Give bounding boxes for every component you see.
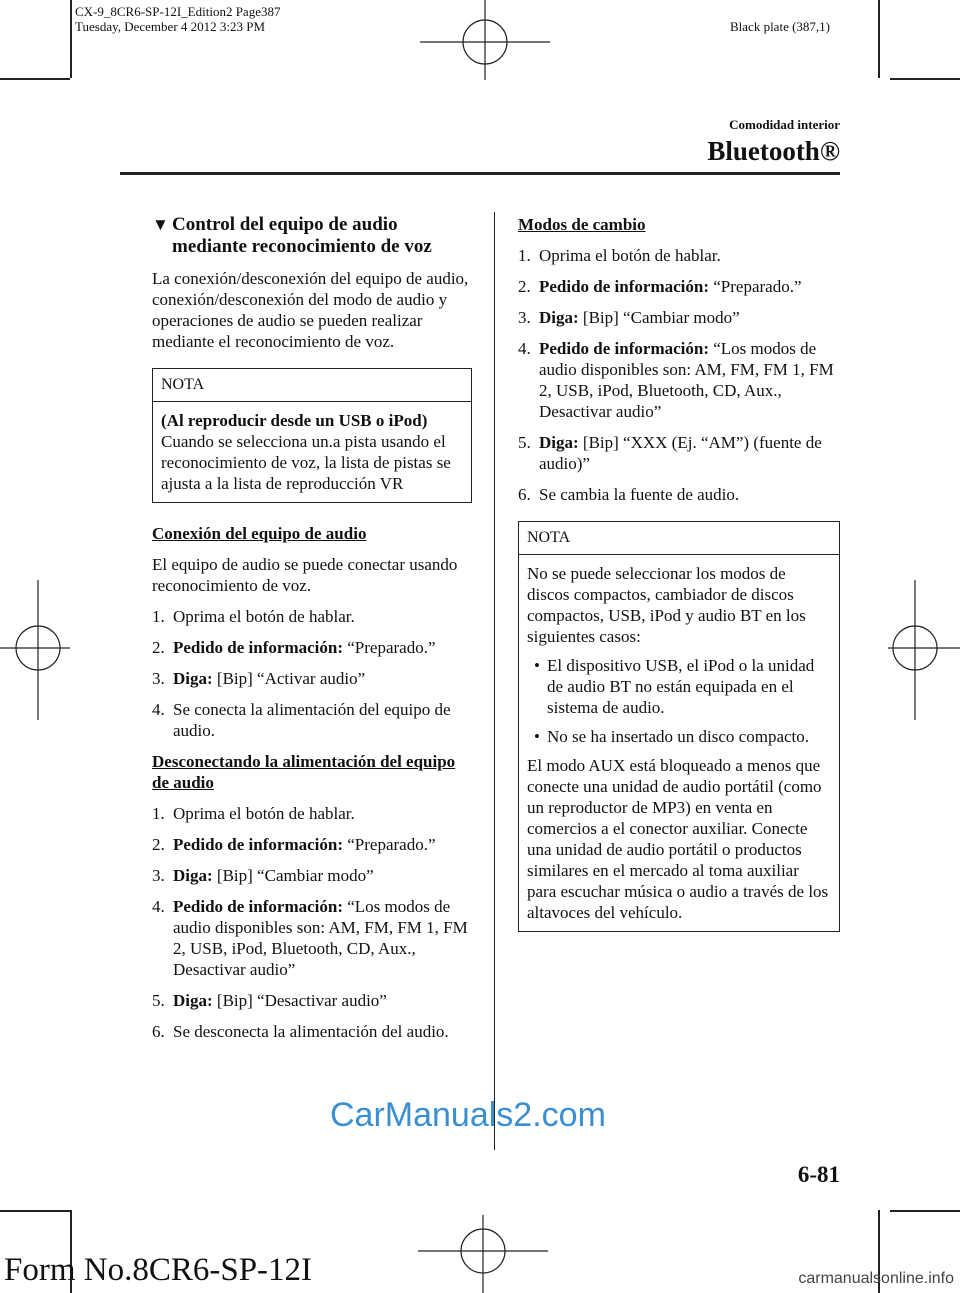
- intro-paragraph: La conexión/desconexión del equipo de audio, conexión/desconexión del modo de audio y operaciones de audio se pueden realizar mediante el reconocimiento de voz.: [152, 269, 469, 351]
- list-item: [518, 245, 840, 266]
- step-text: [Bip] “Cambiar modo”: [212, 866, 374, 885]
- step-text: “Preparado.”: [343, 638, 436, 657]
- step-list: [152, 606, 472, 741]
- step-text: Oprima el botón de hablar.: [173, 607, 355, 626]
- crop-mark: [890, 78, 960, 80]
- list-item: [152, 834, 472, 855]
- step-text: Se conecta la alimentación del equipo de audio.: [173, 700, 451, 740]
- watermark-logo: CarManuals2.com: [330, 1096, 606, 1134]
- list-item: [152, 668, 472, 689]
- step-text: Oprima el botón de hablar.: [539, 246, 721, 265]
- subsection-title: Modos de cambio: [518, 215, 646, 234]
- print-meta-line1: CX-9_8CR6-SP-12I_Edition2 Page387: [75, 4, 281, 19]
- registration-mark-left: [0, 580, 70, 720]
- step-number: 4.: [152, 700, 165, 719]
- crop-mark: [0, 1210, 70, 1212]
- step-label: Pedido de información:: [539, 339, 709, 358]
- step-list: [152, 803, 472, 1042]
- bullet-icon: •: [534, 656, 540, 675]
- step-list: [518, 245, 840, 505]
- step-text: “Preparado.”: [343, 835, 436, 854]
- list-item: [518, 484, 840, 505]
- list-item: [152, 1021, 472, 1042]
- step-text: Se desconecta la alimentación del audio.: [173, 1022, 449, 1041]
- step-number: 3.: [518, 308, 531, 327]
- step-label: Pedido de información:: [173, 638, 343, 657]
- step-number: 2.: [152, 835, 165, 854]
- list-item: [152, 990, 472, 1011]
- step-number: 6.: [152, 1022, 165, 1041]
- section-heading: [152, 214, 472, 258]
- header-rule: [120, 172, 840, 175]
- note-intro: No se puede seleccionar los modos de discos compactos, cambiador de discos compactos, USB, iPod y audio BT en los siguientes casos:: [527, 564, 806, 646]
- step-text: [Bip] “XXX (Ej. “AM”) (fuente de audio)”: [539, 433, 822, 473]
- right-column: [518, 214, 840, 942]
- step-text: “Preparado.”: [709, 277, 802, 296]
- list-item: [152, 637, 472, 658]
- note-title: NOTA: [153, 369, 471, 402]
- step-number: 5.: [518, 433, 531, 452]
- list-item: [527, 726, 831, 747]
- left-column: [152, 214, 472, 1052]
- step-number: 3.: [152, 669, 165, 688]
- step-number: 5.: [152, 991, 165, 1010]
- list-item: [152, 865, 472, 886]
- subsection-title: Desconectando la alimentación del equipo de audio: [152, 752, 456, 792]
- section-title: Comodidad interior: [729, 117, 840, 132]
- list-item: [518, 338, 840, 422]
- bullet-icon: •: [534, 727, 540, 746]
- site-watermark: carmanualsonline.info: [798, 1270, 954, 1287]
- list-item: [152, 606, 472, 627]
- page-number: 6-81: [797, 1162, 840, 1187]
- registration-mark-right: [888, 580, 960, 720]
- note-body: [153, 402, 471, 502]
- step-number: 2.: [518, 277, 531, 296]
- list-item: [518, 432, 840, 474]
- note-title: NOTA: [519, 522, 839, 555]
- section-heading-text: Control del equipo de audio mediante reconocimiento de voz: [172, 214, 432, 257]
- step-text: “Los modos de audio disponibles son: AM, FM, FM 1, FM 2, USB, iPod, Bluetooth, CD, Aux., Desactivar audio”: [173, 897, 468, 979]
- triangle-marker-icon: ▼: [152, 215, 169, 234]
- step-text: “Los modos de audio disponibles son: AM, FM, FM 1, FM 2, USB, iPod, Bluetooth, CD, Aux., Desactivar audio”: [539, 339, 834, 421]
- print-meta: [75, 4, 280, 34]
- note-aux-text: El modo AUX está bloqueado a menos que conecte una unidad de audio portátil (como un reproductor de MP3) en venta en comercios a el conector auxiliar. Conecte una unidad de audio portátil o productos similares en el mercado al toma auxiliar para escuchar música o audio a través de los altavoces del vehículo.: [527, 756, 829, 922]
- crop-mark: [70, 0, 72, 78]
- step-text: Oprima el botón de hablar.: [173, 804, 355, 823]
- step-number: 1.: [152, 607, 165, 626]
- crop-mark: [890, 1210, 960, 1212]
- step-text: [Bip] “Cambiar modo”: [578, 308, 740, 327]
- crop-mark: [878, 0, 880, 78]
- step-label: Diga:: [173, 669, 213, 688]
- chapter-title: Bluetooth®: [707, 136, 840, 166]
- step-number: 4.: [152, 897, 165, 916]
- step-label: Diga:: [539, 308, 579, 327]
- note-body: [519, 555, 839, 931]
- step-label: Diga:: [173, 991, 213, 1010]
- subsection-title: Conexión del equipo de audio: [152, 524, 367, 543]
- print-meta-line2: Tuesday, December 4 2012 3:23 PM: [75, 19, 266, 34]
- note-text: Cuando se selecciona un.a pista usando el reconocimiento de voz, la lista de pistas se ajusta a la lista de reproducción VR: [161, 432, 451, 493]
- list-item: [518, 307, 840, 328]
- registration-mark-bottom: [418, 1215, 548, 1293]
- step-number: 2.: [152, 638, 165, 657]
- list-item: [152, 896, 472, 980]
- subsection-intro: El equipo de audio se puede conectar usando reconocimiento de voz.: [152, 555, 458, 595]
- step-label: Diga:: [173, 866, 213, 885]
- note-box: [152, 368, 472, 503]
- step-text: [Bip] “Activar audio”: [212, 669, 366, 688]
- step-number: 3.: [152, 866, 165, 885]
- plate-label: Black plate (387,1): [730, 19, 830, 34]
- bullet-text: El dispositivo USB, el iPod o la unidad de audio BT no están equipada en el sistema de audio.: [547, 656, 815, 717]
- list-item: [152, 803, 472, 824]
- step-number: 1.: [518, 246, 531, 265]
- note-subtitle: (Al reproducir desde un USB o iPod): [161, 411, 428, 430]
- step-text: Se cambia la fuente de audio.: [539, 485, 740, 504]
- note-box: [518, 521, 840, 932]
- list-item: [527, 655, 831, 718]
- step-label: Pedido de información:: [173, 835, 343, 854]
- step-number: 4.: [518, 339, 531, 358]
- step-number: 6.: [518, 485, 531, 504]
- list-item: [518, 276, 840, 297]
- step-label: Diga:: [539, 433, 579, 452]
- bullet-text: No se ha insertado un disco compacto.: [547, 727, 810, 746]
- step-label: Pedido de información:: [173, 897, 343, 916]
- step-text: [Bip] “Desactivar audio”: [212, 991, 387, 1010]
- crop-mark: [0, 78, 70, 80]
- registration-mark-top: [420, 0, 550, 80]
- column-divider: [494, 212, 495, 1150]
- step-number: 1.: [152, 804, 165, 823]
- form-number: Form No.8CR6-SP-12I: [4, 1252, 313, 1288]
- list-item: [152, 699, 472, 741]
- step-label: Pedido de información:: [539, 277, 709, 296]
